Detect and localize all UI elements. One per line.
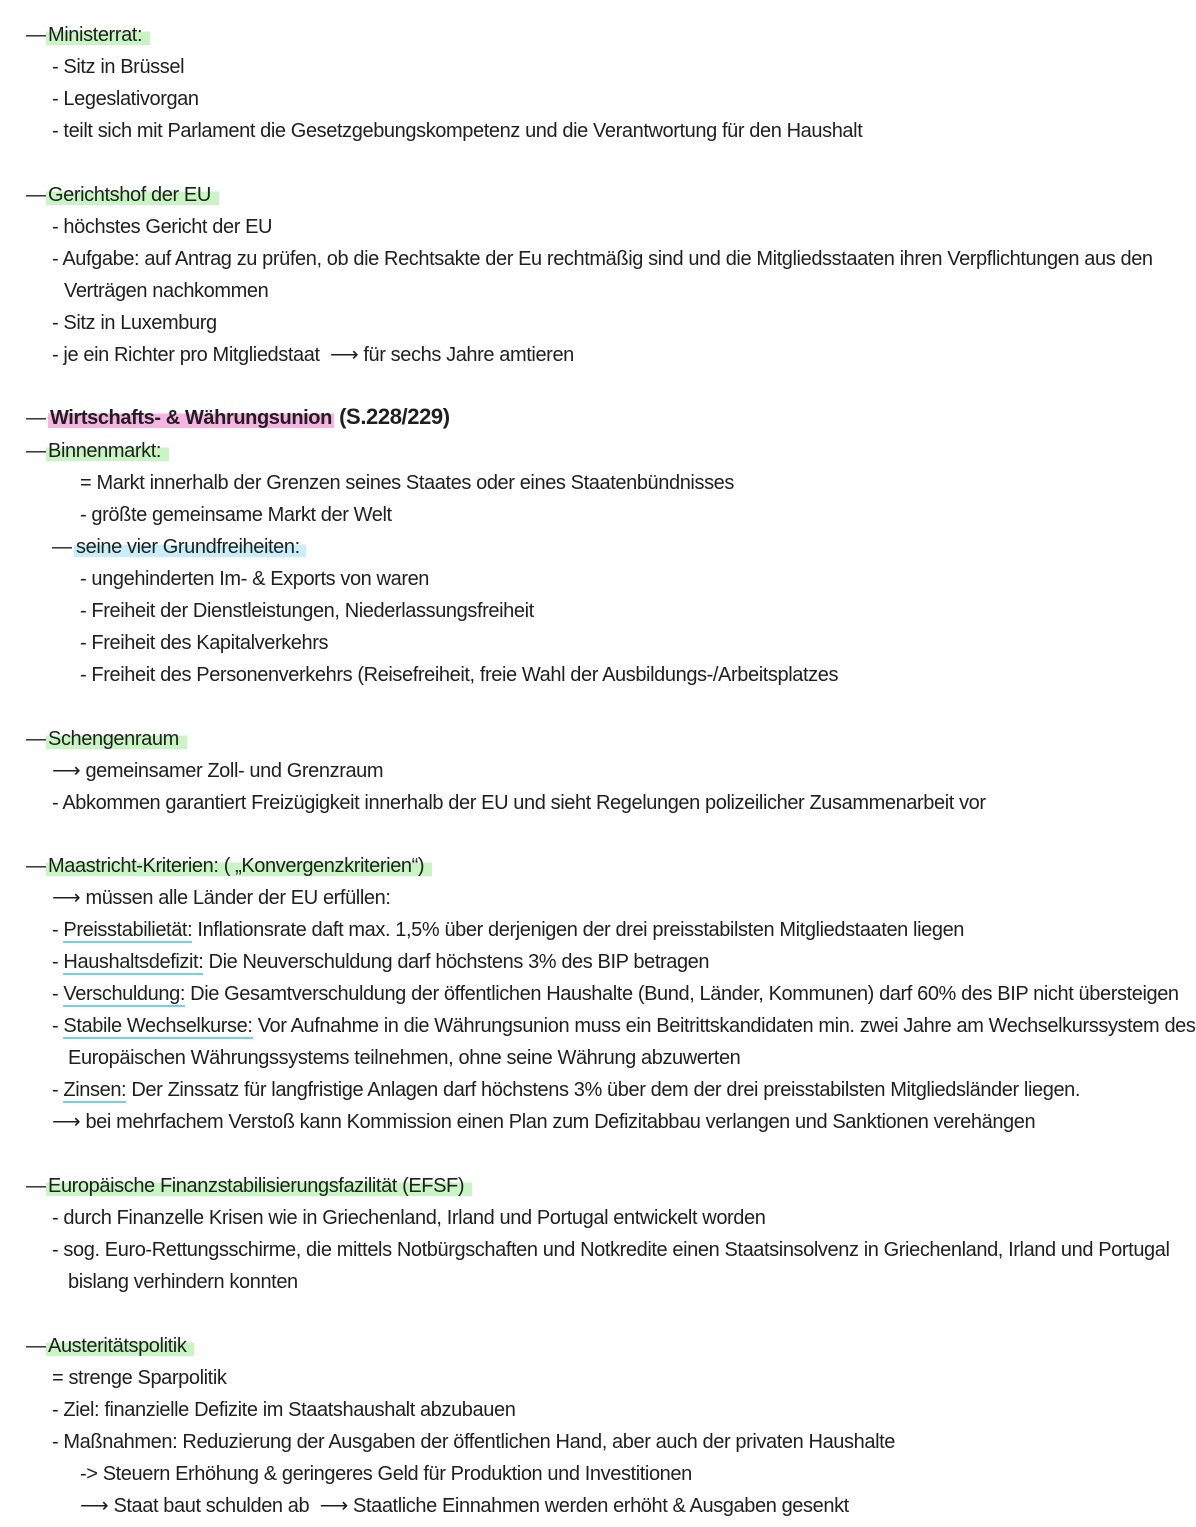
arrow-item: -> Steuern Erhöhung & geringeres Geld für Produktion und Investitionen [80, 1463, 692, 1485]
list-item-continuation: Verträgen nachkommen [64, 280, 269, 302]
definition: = Markt innerhalb der Grenzen seines Staates oder eines Staatenbündnisses [80, 472, 734, 494]
criterion: - Haushaltsdefizit: Die Neuverschuldung darf höchstens 3% des BIP betragen [52, 951, 710, 973]
list-item: - Maßnahmen: Reduzierung der Ausgaben der öffentlichen Hand, aber auch der privaten Haushalte [52, 1431, 895, 1453]
list-item: - Aufgabe: auf Antrag zu prüfen, ob die Rechtsakte der Eu rechtmäßig sind und die Mitgliedsstaaten ihren Verpflichtungen aus den [52, 248, 1153, 270]
list-item: - größte gemeinsame Markt der Welt [80, 504, 392, 526]
list-item: - durch Finanzelle Krisen wie in Griechenland, Irland und Portugal entwickelt worden [52, 1207, 766, 1229]
list-item: - höchstes Gericht der EU [52, 216, 273, 238]
heading-maastricht: — Maastricht-Kriterien: ( „Konvergenzkriterien“) [26, 853, 432, 879]
list-item: - sog. Euro-Rettungsschirme, die mittels Notbürgschaften und Notkredite einen Staatsinsolvenz in Griechenland, Irland und Portugal [52, 1239, 1170, 1261]
list-item: - Sitz in Luxemburg [52, 312, 217, 334]
arrow-item: ⟶ müssen alle Länder der EU erfüllen: [52, 887, 391, 909]
subheading-grundfreiheiten: — seine vier Grundfreiheiten: [52, 534, 306, 560]
criterion-continuation: Europäischen Währungssystems teilnehmen, ohne seine Währung abzuwerten [68, 1047, 741, 1069]
criterion: - Preisstabilietät: Inflationsrate daft max. 1,5% über derjenigen der drei preisstabilsten Mitgliedstaaten liegen [52, 919, 965, 941]
list-item: - Ziel: finanzielle Defizite im Staatshaushalt abzubauen [52, 1399, 516, 1421]
arrow-item: ⟶ Staat baut schulden ab ⟶ Staatliche Einnahmen werden erhöht & Ausgaben gesenkt [80, 1495, 849, 1517]
list-item: - je ein Richter pro Mitgliedstaat ⟶ für sechs Jahre amtieren [52, 344, 574, 366]
heading-austeritaet: — Austeritätspolitik [26, 1333, 194, 1359]
heading-gerichtshof: — Gerichtshof der EU [26, 182, 219, 208]
heading-ministerrat: — Ministerrat: [26, 22, 150, 48]
heading-wwu: — Wirtschafts- & Währungsunion (S.228/229) [26, 404, 450, 429]
list-item: - Sitz in Brüssel [52, 56, 185, 78]
criterion: - Verschuldung: Die Gesamtverschuldung der öffentlichen Haushalte (Bund, Länder, Kommunen) darf 60% des BIP nicht übersteigen [52, 983, 1179, 1005]
list-item: - Abkommen garantiert Freizügigkeit innerhalb der EU und sieht Regelungen polizeilicher Zusammenarbeit vor [52, 792, 986, 814]
page-reference: (S.228/229) [339, 404, 450, 429]
heading-schengen: — Schengenraum [26, 726, 187, 752]
heading-efsf: — Europäische Finanzstabilisierungsfazilität (EFSF) [26, 1173, 472, 1199]
definition: = strenge Sparpolitik [52, 1367, 227, 1389]
list-item: - Freiheit des Personenverkehrs (Reisefreiheit, freie Wahl der Ausbildungs-/Arbeitsplatzes [80, 664, 839, 686]
criterion: - Zinsen: Der Zinssatz für langfristige Anlagen darf höchstens 3% über dem der drei preisstabilsten Mitgliedsländer liegen. [52, 1079, 1081, 1101]
list-item: - Legeslativorgan [52, 88, 199, 110]
list-item: - ungehinderten Im- & Exports von waren [80, 568, 430, 590]
arrow-item: ⟶ bei mehrfachem Verstoß kann Kommission einen Plan zum Defizitabbau verlangen und Sanktionen verehängen [52, 1111, 1036, 1133]
arrow-item: ⟶ gemeinsamer Zoll- und Grenzraum [52, 760, 384, 782]
criterion: - Stabile Wechselkurse: Vor Aufnahme in die Währungsunion muss ein Beitrittskandidaten min. zwei Jahre am Wechselkurssystem des [52, 1015, 1196, 1037]
list-item-continuation: bislang verhindern konnten [68, 1271, 298, 1293]
list-item: - Freiheit des Kapitalverkehrs [80, 632, 329, 654]
heading-binnenmarkt: — Binnenmarkt: [26, 438, 169, 464]
list-item: - teilt sich mit Parlament die Gesetzgebungskompetenz und die Verantwortung für den Haushalt [52, 120, 863, 142]
list-item: - Freiheit der Dienstleistungen, Niederlassungsfreiheit [80, 600, 534, 622]
